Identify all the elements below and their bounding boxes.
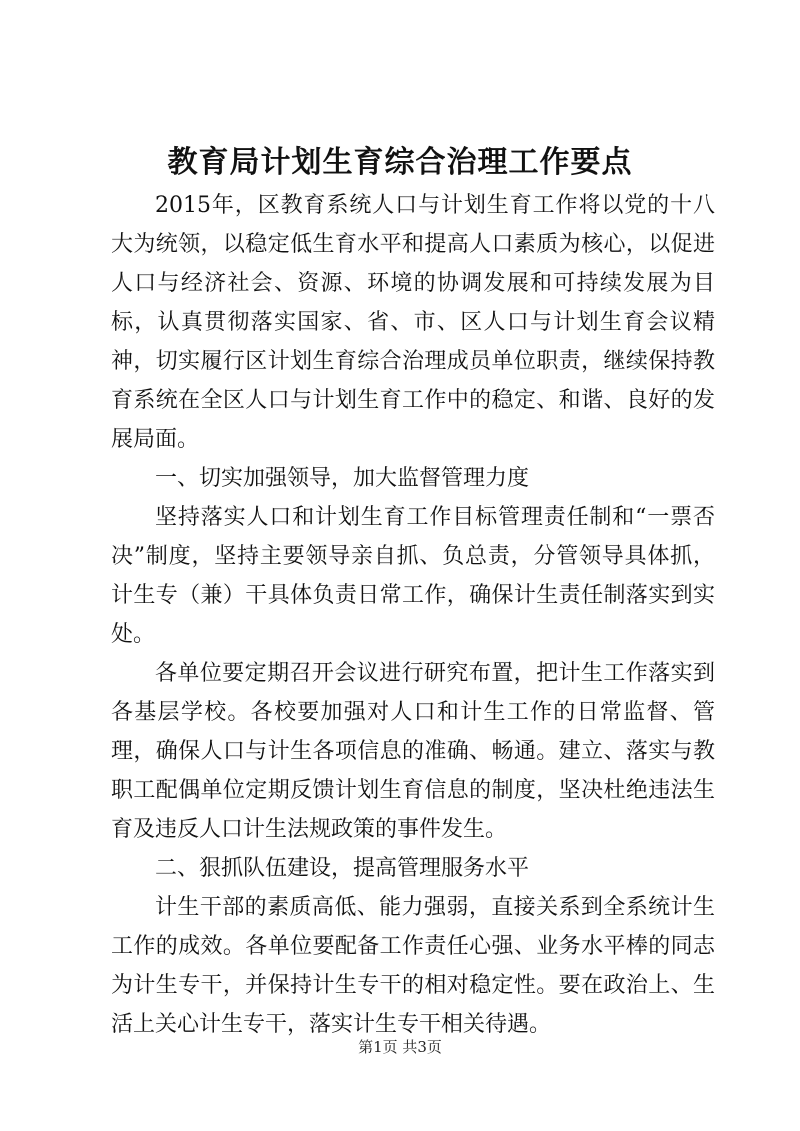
section-heading-1: 一、切实加强领导，加大监督管理力度: [155, 466, 530, 491]
section-1-paragraph-1: 坚持落实人口和计划生育工作目标管理责任制和“一票否决”制度，坚持主要领导亲自抓、负总责，分管领导具体抓，计生专（兼）干具体负责日常工作，确保计生责任制落实到实处。: [111, 505, 715, 647]
document-title: 教育局计划生育综合治理工作要点: [167, 145, 633, 180]
section-2-paragraph-1: 计生干部的素质高低、能力强弱，直接关系到全系统计生工作的成效。各单位要配备工作责任心强、业务水平棒的同志为计生专干，并保持计生专干的相对稳定性。要在政治上、生活上关心计生专干，落实计生专干相关待遇。: [111, 895, 715, 1037]
section-1-paragraph-2: 各单位要定期召开会议进行研究布置，把计生工作落实到各基层学校。各校要加强对人口和计生工作的日常监督、管理，确保人口与计生各项信息的准确、畅通。建立、落实与教职工配偶单位定期反馈计划生育信息的制度，坚决杜绝违法生育及违反人口计生法规政策的事件发生。: [111, 661, 715, 842]
section-heading-2: 二、狠抓队伍建设，提高管理服务水平: [155, 856, 530, 881]
page-footer: 第1页 共3页: [358, 1038, 442, 1056]
document-body: [111, 186, 715, 1044]
intro-paragraph: 2015年，区教育系统人口与计划生育工作将以党的十八大为统领，以稳定低生育水平和提高人口素质为核心，以促进人口与经济社会、资源、环境的协调发展和可持续发展为目标，认真贯彻落实国家、省、市、区人口与计划生育会议精神，切实履行区计划生育综合治理成员单位职责，继续保持教育系统在全区人口与计划生育工作中的稳定、和谐、良好的发展局面。: [111, 193, 715, 452]
